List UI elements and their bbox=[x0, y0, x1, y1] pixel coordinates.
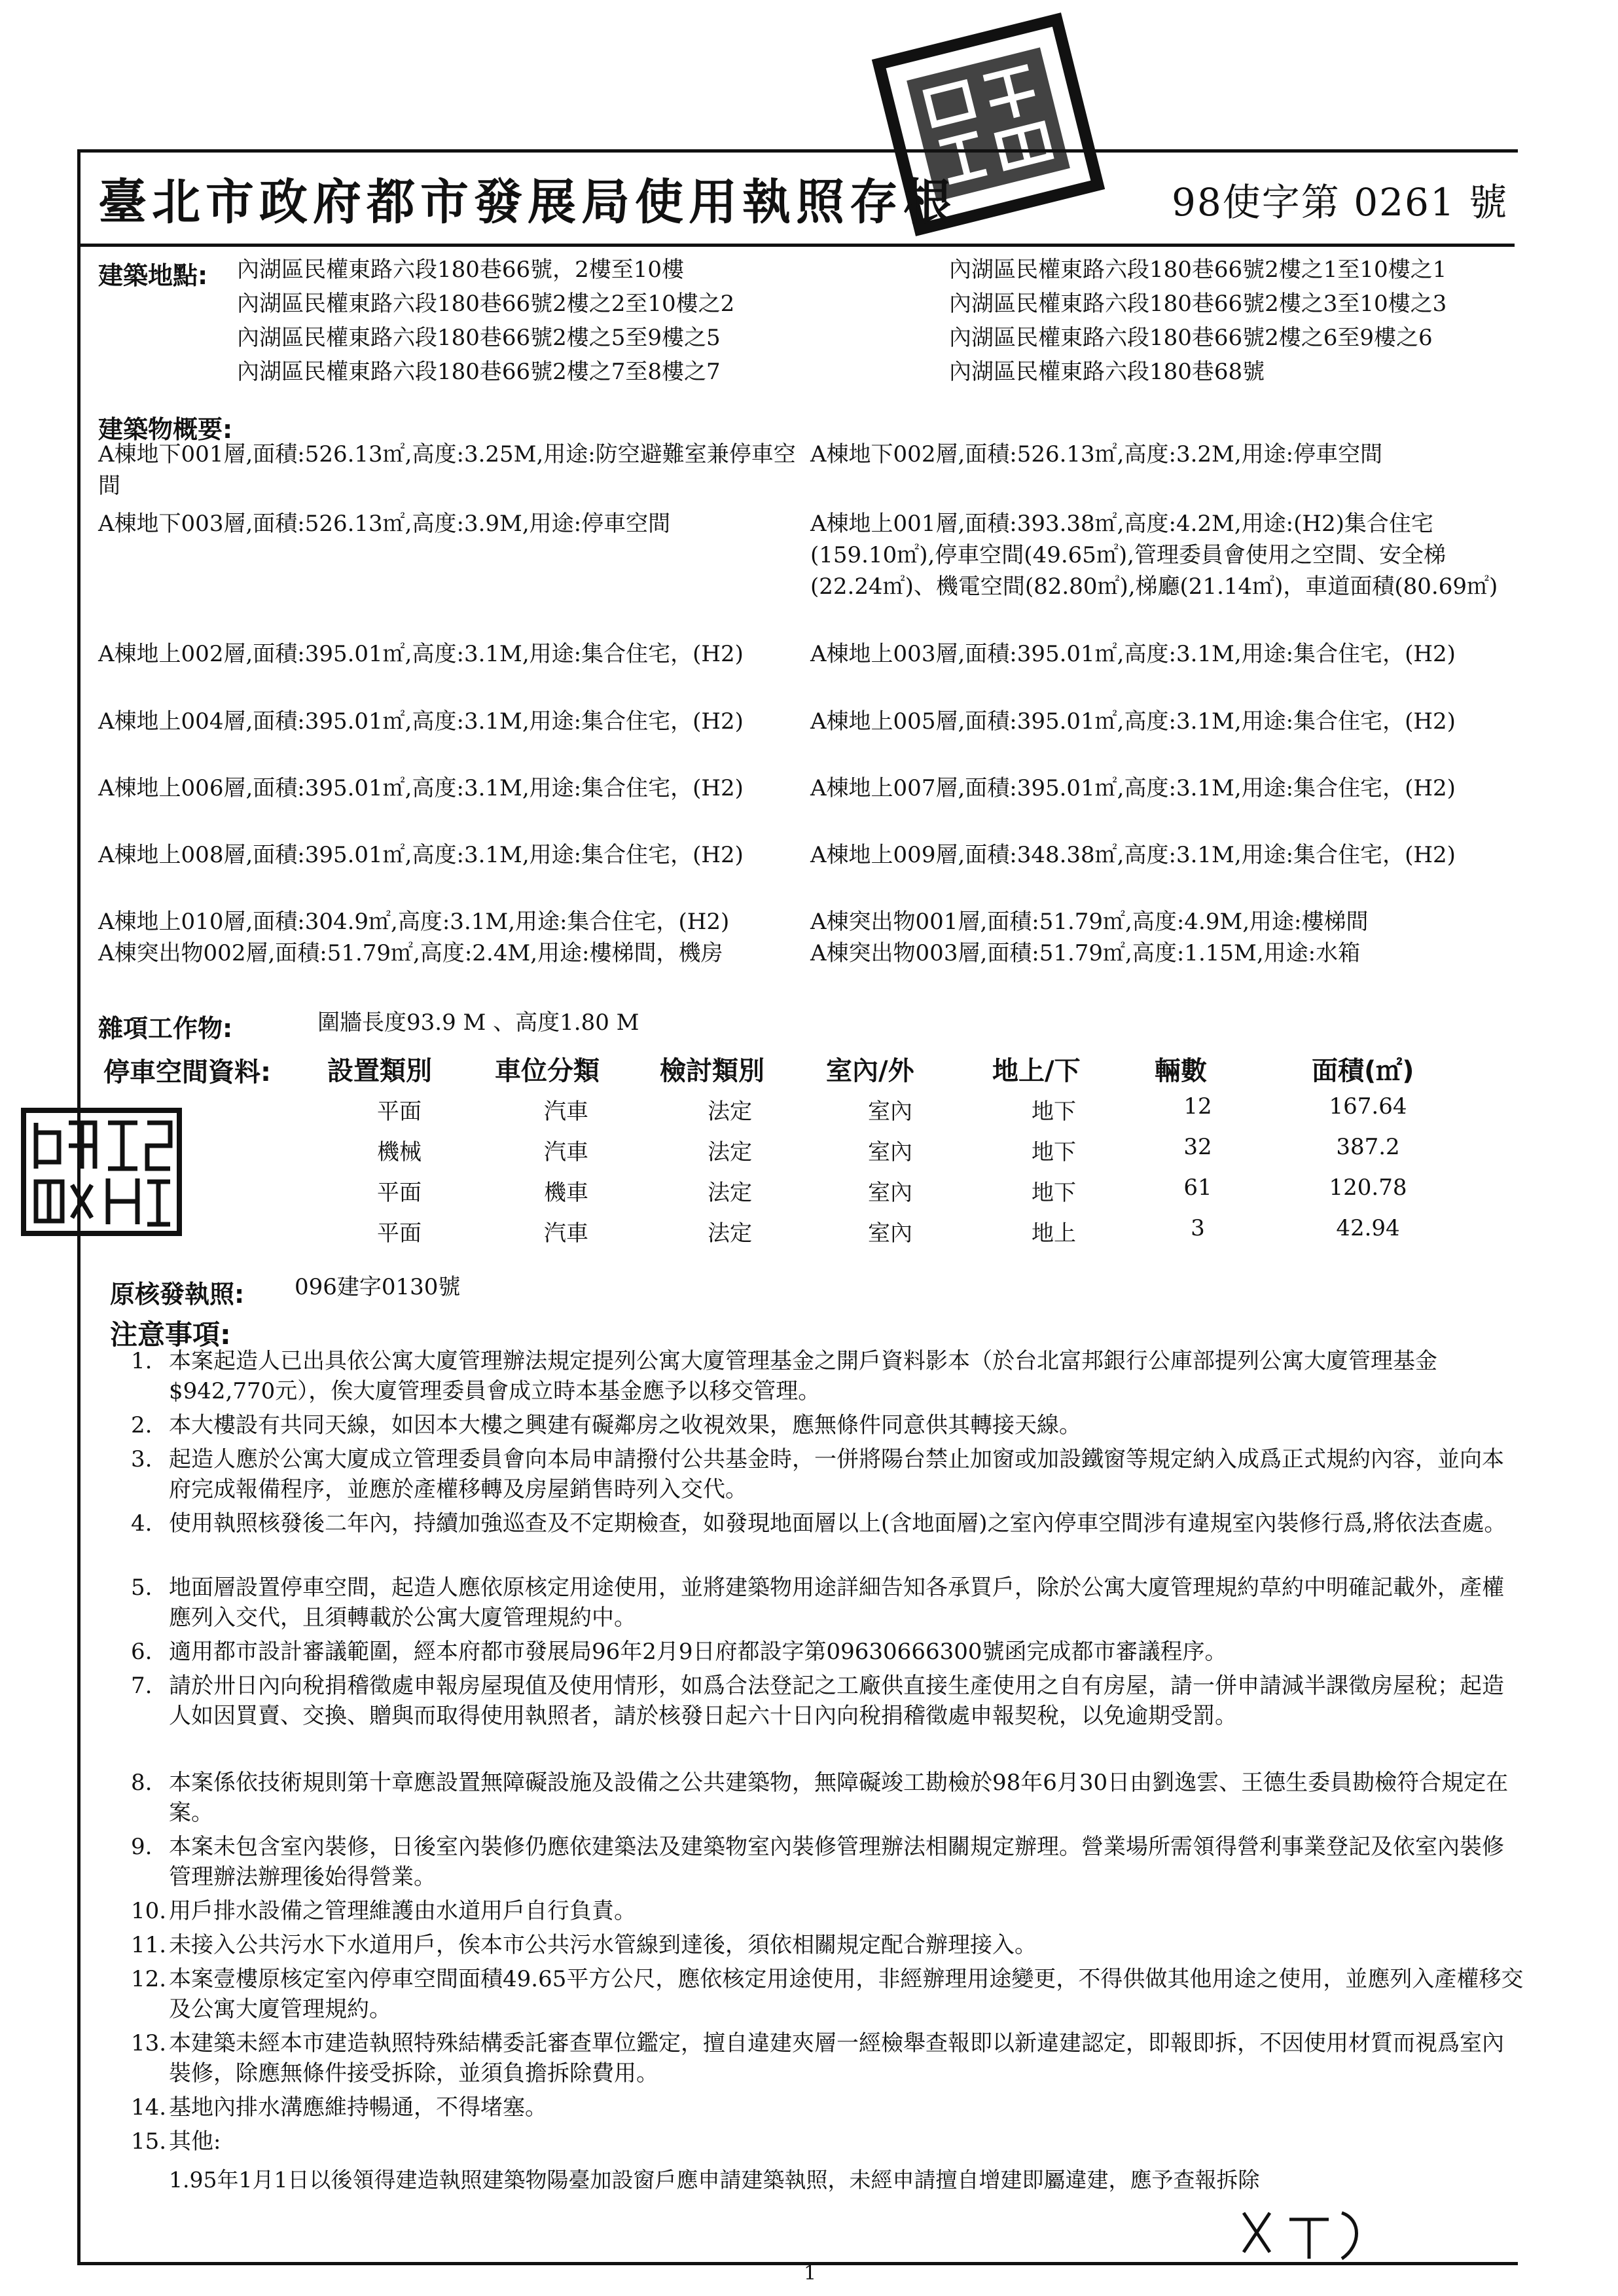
note-text: 本大樓設有共同天線，如因本大樓之興建有礙鄰房之收視效果，應無條件同意供其轉接天線。 bbox=[169, 1412, 1081, 1438]
note-number: 6. bbox=[131, 1639, 153, 1665]
note-text: 起造人應於公寓大廈成立管理委員會向本局申請撥付公共基金時，一併將陽台禁止加窗或加設鐵窗等規定納入成爲正式規約內容，並向本府完成報備程序，並應於產權移轉及房屋銷售時列入交代。 bbox=[169, 1446, 1504, 1503]
note-text: 適用都市設計審議範圍，經本府都市發展局96年2月9日府都設字第09630666300號函完成都市審議程序。 bbox=[169, 1639, 1227, 1665]
notes-label: 注意事項: bbox=[110, 1319, 231, 1351]
note-number: 9. bbox=[131, 1834, 153, 1860]
floor-entry: A棟地上008層,面積:395.01㎡,高度:3.1M,用途:集合住宅，(H2) bbox=[98, 842, 744, 868]
floor-entry: A棟地上001層,面積:393.38㎡,高度:4.2M,用途:(H2)集合住宅(159.10㎡),停車空間(49.65㎡),管理委員會使用之空間、安全梯(22.24㎡)、機電空間(82.80㎡),梯廳(21.14㎡)，車道面積(80.69㎡) bbox=[810, 511, 1498, 600]
table-cell: 地上 bbox=[1032, 1220, 1076, 1247]
note-text: 用戶排水設備之管理維護由水道用戶自行負責。 bbox=[169, 1898, 636, 1924]
floor-entry: A棟地上002層,面積:395.01㎡,高度:3.1M,用途:集合住宅，(H2) bbox=[98, 641, 744, 667]
table-cell: 室內 bbox=[868, 1139, 912, 1165]
column-header: 設置類別 bbox=[327, 1056, 432, 1086]
floor-entry: A棟地上006層,面積:395.01㎡,高度:3.1M,用途:集合住宅，(H2) bbox=[98, 775, 744, 801]
note-text: 其他: bbox=[169, 2128, 221, 2155]
note-number: 15. bbox=[131, 2128, 167, 2155]
note-item bbox=[131, 1444, 1524, 1504]
table-cell: 室內 bbox=[868, 1099, 912, 1125]
note-item bbox=[131, 2126, 1524, 2157]
table-cell: 387.2 bbox=[1336, 1134, 1400, 1160]
floor-entry: A棟突出物001層,面積:51.79㎡,高度:4.9M,用途:樓梯間 bbox=[810, 909, 1369, 935]
table-cell: 32 bbox=[1183, 1134, 1212, 1160]
location-line: 內湖區民權東路六段180巷68號 bbox=[949, 359, 1265, 385]
floor-entry: A棟地上007層,面積:395.01㎡,高度:3.1M,用途:集合住宅，(H2) bbox=[810, 775, 1456, 801]
table-cell: 汽車 bbox=[544, 1139, 588, 1165]
column-header: 輛數 bbox=[1155, 1056, 1207, 1086]
note-item bbox=[131, 1768, 1524, 1828]
floor-entry: A棟地上004層,面積:395.01㎡,高度:3.1M,用途:集合住宅，(H2) bbox=[98, 708, 744, 735]
note-item bbox=[131, 1637, 1524, 1667]
table-cell: 地下 bbox=[1032, 1139, 1076, 1165]
table-cell: 地下 bbox=[1032, 1099, 1076, 1125]
misc-works-label: 雜項工作物: bbox=[98, 1014, 233, 1043]
note-item bbox=[131, 1671, 1524, 1731]
note-number: 7. bbox=[131, 1673, 153, 1699]
location-line: 內湖區民權東路六段180巷66號2樓之7至8樓之7 bbox=[237, 359, 721, 385]
note-item bbox=[131, 1508, 1524, 1539]
table-cell: 3 bbox=[1191, 1215, 1205, 1241]
note-item bbox=[131, 2092, 1524, 2123]
table-cell: 平面 bbox=[377, 1220, 422, 1247]
note-item bbox=[131, 1410, 1524, 1440]
original-permit-label: 原核發執照: bbox=[110, 1280, 245, 1309]
table-cell: 機械 bbox=[377, 1139, 422, 1165]
note-text: 使用執照核發後二年內，持續加強巡查及不定期檢查，如發現地面層以上(含地面層)之室內停車空間涉有違規室內裝修行爲,將依法查處。 bbox=[169, 1510, 1507, 1537]
table-cell: 室內 bbox=[868, 1180, 912, 1206]
note-item bbox=[131, 1896, 1524, 1926]
table-cell: 法定 bbox=[708, 1139, 752, 1165]
note-item bbox=[131, 1964, 1524, 2024]
note-number: 13. bbox=[131, 2030, 167, 2056]
parking-label: 停車空間資料: bbox=[103, 1057, 271, 1087]
location-line: 內湖區民權東路六段180巷66號2樓之2至10樓之2 bbox=[237, 291, 735, 317]
note-item bbox=[131, 1832, 1524, 1892]
building-overview-label: 建築物概要: bbox=[98, 415, 233, 444]
note-number: 8. bbox=[131, 1770, 153, 1796]
table-cell: 法定 bbox=[708, 1220, 752, 1247]
note-number: 2. bbox=[131, 1412, 153, 1438]
table-cell: 地下 bbox=[1032, 1180, 1076, 1206]
table-cell: 42.94 bbox=[1336, 1215, 1400, 1241]
note-number: 3. bbox=[131, 1446, 153, 1472]
note-text: 本案係依技術規則第十章應設置無障礙設施及設備之公共建築物，無障礙竣工勘檢於98年6月30日由劉逸雲、王德生委員勘檢符合規定在案。 bbox=[169, 1770, 1509, 1826]
note-number: 10. bbox=[131, 1898, 167, 1924]
table-cell: 法定 bbox=[708, 1180, 752, 1206]
location-line: 內湖區民權東路六段180巷66號2樓之6至9樓之6 bbox=[949, 325, 1433, 351]
location-line: 內湖區民權東路六段180巷66號，2樓至10樓 bbox=[237, 257, 685, 283]
title-divider bbox=[77, 244, 1515, 247]
note-text: 未接入公共污水下水道用戶，俟本市公共污水管線到達後，須依相關規定配合辦理接入。 bbox=[169, 1932, 1037, 1958]
location-line: 內湖區民權東路六段180巷66號2樓之3至10樓之3 bbox=[949, 291, 1447, 317]
table-cell: 12 bbox=[1183, 1093, 1212, 1120]
note-item bbox=[131, 1930, 1524, 1960]
note-item bbox=[131, 1573, 1524, 1633]
note-number: 14. bbox=[131, 2094, 167, 2121]
location-line: 內湖區民權東路六段180巷66號2樓之1至10樓之1 bbox=[949, 257, 1447, 283]
column-header: 地上/下 bbox=[992, 1056, 1081, 1086]
table-cell: 120.78 bbox=[1329, 1175, 1407, 1201]
column-header: 車位分類 bbox=[495, 1056, 600, 1086]
note-text: 本建築未經本市建造執照特殊結構委託審查單位鑑定，擅自違建夾層一經檢舉查報即以新違建認定，即報即拆，不因使用材質而視爲室內裝修，除應無條件接受拆除，並須負擔拆除費用。 bbox=[169, 2030, 1504, 2086]
table-cell: 167.64 bbox=[1329, 1093, 1407, 1120]
floor-entry: A棟突出物003層,面積:51.79㎡,高度:1.15M,用途:水箱 bbox=[810, 940, 1361, 966]
floor-entry: A棟地上003層,面積:395.01㎡,高度:3.1M,用途:集合住宅，(H2) bbox=[810, 641, 1456, 667]
note-text: 地面層設置停車空間，起造人應依原核定用途使用，並將建築物用途詳細告知各承買戶，除於公寓大廈管理規約草約中明確記載外，產權應列入交代，且須轉載於公寓大廈管理規約中。 bbox=[169, 1575, 1504, 1631]
column-header: 檢討類別 bbox=[660, 1056, 764, 1086]
table-cell: 平面 bbox=[377, 1099, 422, 1125]
table-cell: 平面 bbox=[377, 1180, 422, 1206]
floor-entry: A棟地下002層,面積:526.13㎡,高度:3.2M,用途:停車空間 bbox=[810, 441, 1383, 467]
table-cell: 機車 bbox=[544, 1180, 588, 1206]
document-title: 臺北市政府都市發展局使用執照存根 bbox=[98, 174, 957, 230]
note-number: 4. bbox=[131, 1510, 153, 1537]
note-text: 本案壹樓原核定室內停車空間面積49.65平方公尺，應依核定用途使用，非經辦理用途變更，不得供做其他用途之使用，並應列入產權移交及公寓大廈管理規約。 bbox=[169, 1966, 1524, 2022]
permit-number: 98使字第 0261 號 bbox=[1172, 180, 1509, 225]
note-number: 1. bbox=[131, 1348, 153, 1374]
note-item bbox=[131, 2028, 1524, 2088]
note-text: 本案起造人已出具依公寓大廈管理辦法規定提列公寓大廈管理基金之開戶資料影本（於台北富邦銀行公庫部提列公寓大廈管理基金$942,770元），俟大廈管理委員會成立時本基金應予以移交管理。 bbox=[169, 1348, 1437, 1404]
note-sub-item: 1.95年1月1日以後領得建造執照建築物陽臺加設窗戶應申請建築執照，未經申請擅自增建即屬違建，應予查報拆除 bbox=[169, 2167, 1260, 2193]
floor-entry: A棟地上009層,面積:348.38㎡,高度:3.1M,用途:集合住宅，(H2) bbox=[810, 842, 1456, 868]
note-text: 本案未包含室內裝修，日後室內裝修仍應依建築法及建築物室內裝修管理辦法相關規定辦理。營業場所需領得營利事業登記及依室內裝修管理辦法辦理後始得營業。 bbox=[169, 1834, 1504, 1890]
note-item bbox=[131, 1346, 1524, 1406]
table-cell: 法定 bbox=[708, 1099, 752, 1125]
column-header: 面積(㎡) bbox=[1312, 1056, 1414, 1086]
floor-entry: A棟地下003層,面積:526.13㎡,高度:3.9M,用途:停車空間 bbox=[98, 511, 671, 537]
table-cell: 61 bbox=[1183, 1175, 1212, 1201]
location-label: 建築地點: bbox=[98, 261, 208, 290]
floor-entry: A棟突出物002層,面積:51.79㎡,高度:2.4M,用途:樓梯間，機房 bbox=[98, 940, 723, 966]
original-permit-value: 096建字0130號 bbox=[295, 1274, 461, 1300]
note-number: 5. bbox=[131, 1575, 153, 1601]
column-header: 室內/外 bbox=[826, 1056, 914, 1086]
note-number: 11. bbox=[131, 1932, 167, 1958]
table-cell: 室內 bbox=[868, 1220, 912, 1247]
page-number: 1 bbox=[804, 2262, 817, 2285]
misc-works-value: 圍牆長度93.9 M 、高度1.80 M bbox=[317, 1010, 639, 1036]
note-text: 請於卅日內向稅捐稽徵處申報房屋現值及使用情形，如爲合法登記之工廠供直接生產使用之自有房屋，請一併申請減半課徵房屋稅；起造人如因買賣、交換、贈與而取得使用執照者，請於核發日起六十日內向稅捐稽徵處申報契稅，以免逾期受罰。 bbox=[169, 1673, 1504, 1729]
table-cell: 汽車 bbox=[544, 1220, 588, 1247]
floor-entry: A棟地上005層,面積:395.01㎡,高度:3.1M,用途:集合住宅，(H2) bbox=[810, 708, 1456, 735]
note-number: 12. bbox=[131, 1966, 167, 1992]
table-cell: 汽車 bbox=[544, 1099, 588, 1125]
location-line: 內湖區民權東路六段180巷66號2樓之5至9樓之5 bbox=[237, 325, 721, 351]
note-text: 基地內排水溝應維持暢通，不得堵塞。 bbox=[169, 2094, 547, 2121]
floor-entry: A棟地下001層,面積:526.13㎡,高度:3.25M,用途:防空避難室兼停車空間 bbox=[98, 441, 796, 499]
floor-entry: A棟地上010層,面積:304.9㎡,高度:3.1M,用途:集合住宅，(H2) bbox=[98, 909, 730, 935]
